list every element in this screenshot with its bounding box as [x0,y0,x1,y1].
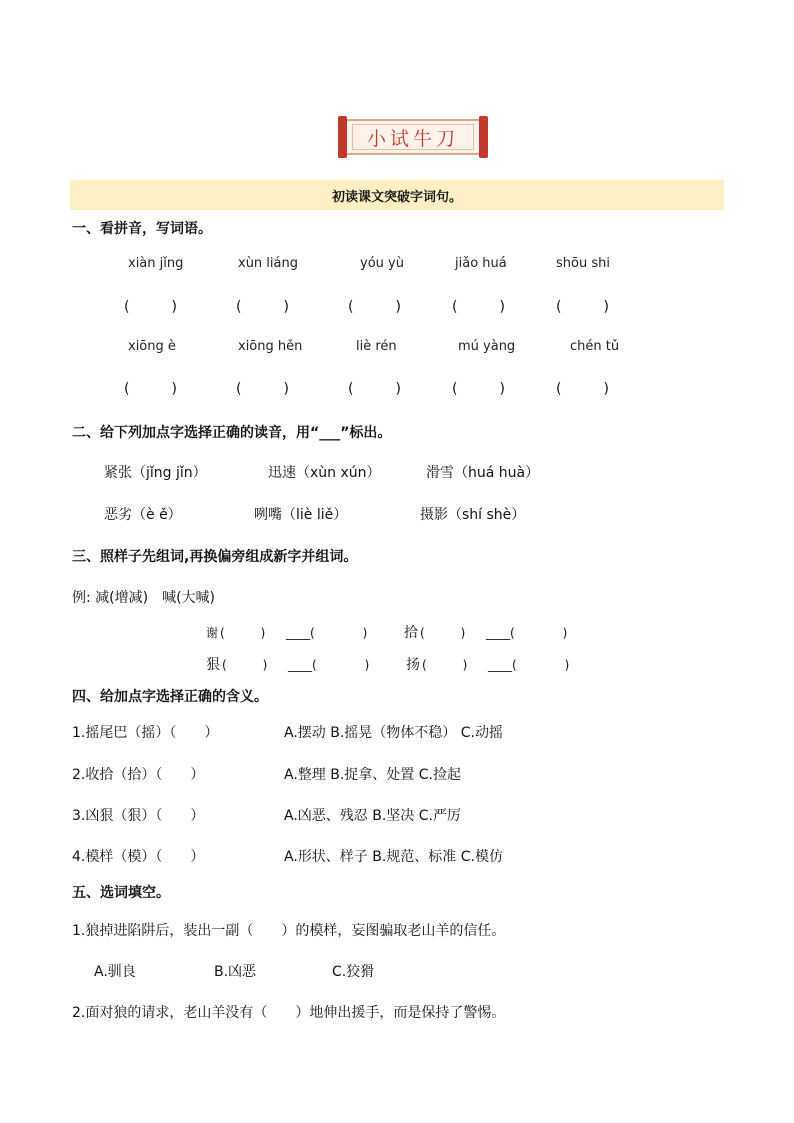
answer-box[interactable]: ( ) [236,299,289,315]
pinyin: mú yàng [458,339,516,354]
answer-box[interactable]: ( ) [452,299,505,315]
answer-box[interactable]: ( ) [422,658,468,672]
q3-heading: 三、照样子先组词,再换偏旁组成新字并组词。 [72,549,358,565]
answer-box[interactable]: ( ) [452,381,505,397]
base-char: 拾 [404,625,418,641]
scroll-paper [347,119,479,155]
q5-heading: 五、选词填空。 [72,885,170,901]
meaning-question: 1.摇尾巴（摇）（ ） [72,725,219,741]
meaning-options[interactable]: A.凶恶、残忍 B.坚决 C.严厉 [284,808,461,824]
answer-box[interactable]: ( ) [236,381,289,397]
meaning-options[interactable]: A.整理 B.捉拿、处置 C.捡起 [284,767,461,783]
meaning-question: 4.模样（模）（ ） [72,849,205,865]
answer-box[interactable]: ( ) [124,299,177,315]
q2-heading: 二、给下列加点字选择正确的读音，用“___”标出。 [72,425,392,441]
answer-box[interactable]: ( ) [348,381,401,397]
choice-option[interactable]: B.凶恶 [214,964,257,980]
pinyin: xiàn jǐng [128,256,184,271]
pinyin: chén tǔ [570,339,620,354]
answer-box[interactable]: ( ) [420,626,466,640]
meaning-question: 3.凶狠（狠）（ ） [72,808,205,824]
reading-item[interactable]: 紧张（jǐng jǐn） [104,465,207,481]
pinyin: jiǎo huá [455,256,507,271]
answer-blank[interactable]: ____( ) [488,658,570,672]
title-banner [338,116,488,158]
scroll-rod-left [338,116,347,158]
reading-item[interactable]: 滑雪（huá huà） [426,465,540,481]
banner-title: 小试牛刀 [352,124,474,150]
meaning-question: 2.收拾（拾）（ ） [72,767,205,783]
pinyin: liè rén [356,339,397,354]
answer-box[interactable]: ( ) [222,658,268,672]
base-char: 扬 [406,657,420,673]
pinyin: yóu yù [360,256,404,271]
q3-example: 例: 减(增减) 喊(大喊) [72,590,216,606]
reading-item[interactable]: 咧嘴（liè liě） [254,507,348,523]
answer-blank[interactable]: ____( ) [486,626,568,640]
reading-item[interactable]: 恶劣（è ě） [104,507,182,523]
reading-item[interactable]: 迅速（xùn xún） [268,465,381,481]
scroll-rod-right [479,116,488,158]
q4-heading: 四、给加点字选择正确的含义。 [72,689,268,705]
pinyin: xiōng è [128,339,176,354]
answer-blank[interactable]: ____( ) [288,658,370,672]
q1-heading: 一、看拼音，写词语。 [72,221,212,237]
reading-item[interactable]: 摄影（shí shè） [420,507,526,523]
fill-sentence: 1.狼掉进陷阱后，装出一副（ ）的模样，妄图骗取老山羊的信任。 [72,923,506,939]
choice-option[interactable]: C.狡猾 [332,964,375,980]
answer-box[interactable]: ( ) [124,381,177,397]
fill-sentence: 2.面对狼的请求，老山羊没有（ ）地伸出援手，而是保持了警惕。 [72,1005,506,1021]
meaning-options[interactable]: A.摆动 B.摇晃（物体不稳） C.动摇 [284,725,503,741]
answer-box[interactable]: ( ) [556,299,609,315]
answer-blank[interactable]: ____( ) [286,626,368,640]
answer-box[interactable]: ( ) [556,381,609,397]
choice-option[interactable]: A.驯良 [94,964,136,980]
pinyin: xùn liáng [238,256,298,271]
answer-box[interactable]: ( ) [348,299,401,315]
pinyin: xiōng hěn [238,339,303,354]
meaning-options[interactable]: A.形状、样子 B.规范、标准 C.模仿 [284,849,503,865]
section-bar: 初读课文突破字词句。 [70,180,724,210]
pinyin: shōu shi [556,256,610,271]
base-char: 谢 [206,626,219,640]
answer-box[interactable]: ( ) [220,626,266,640]
base-char: 狠 [206,657,220,673]
